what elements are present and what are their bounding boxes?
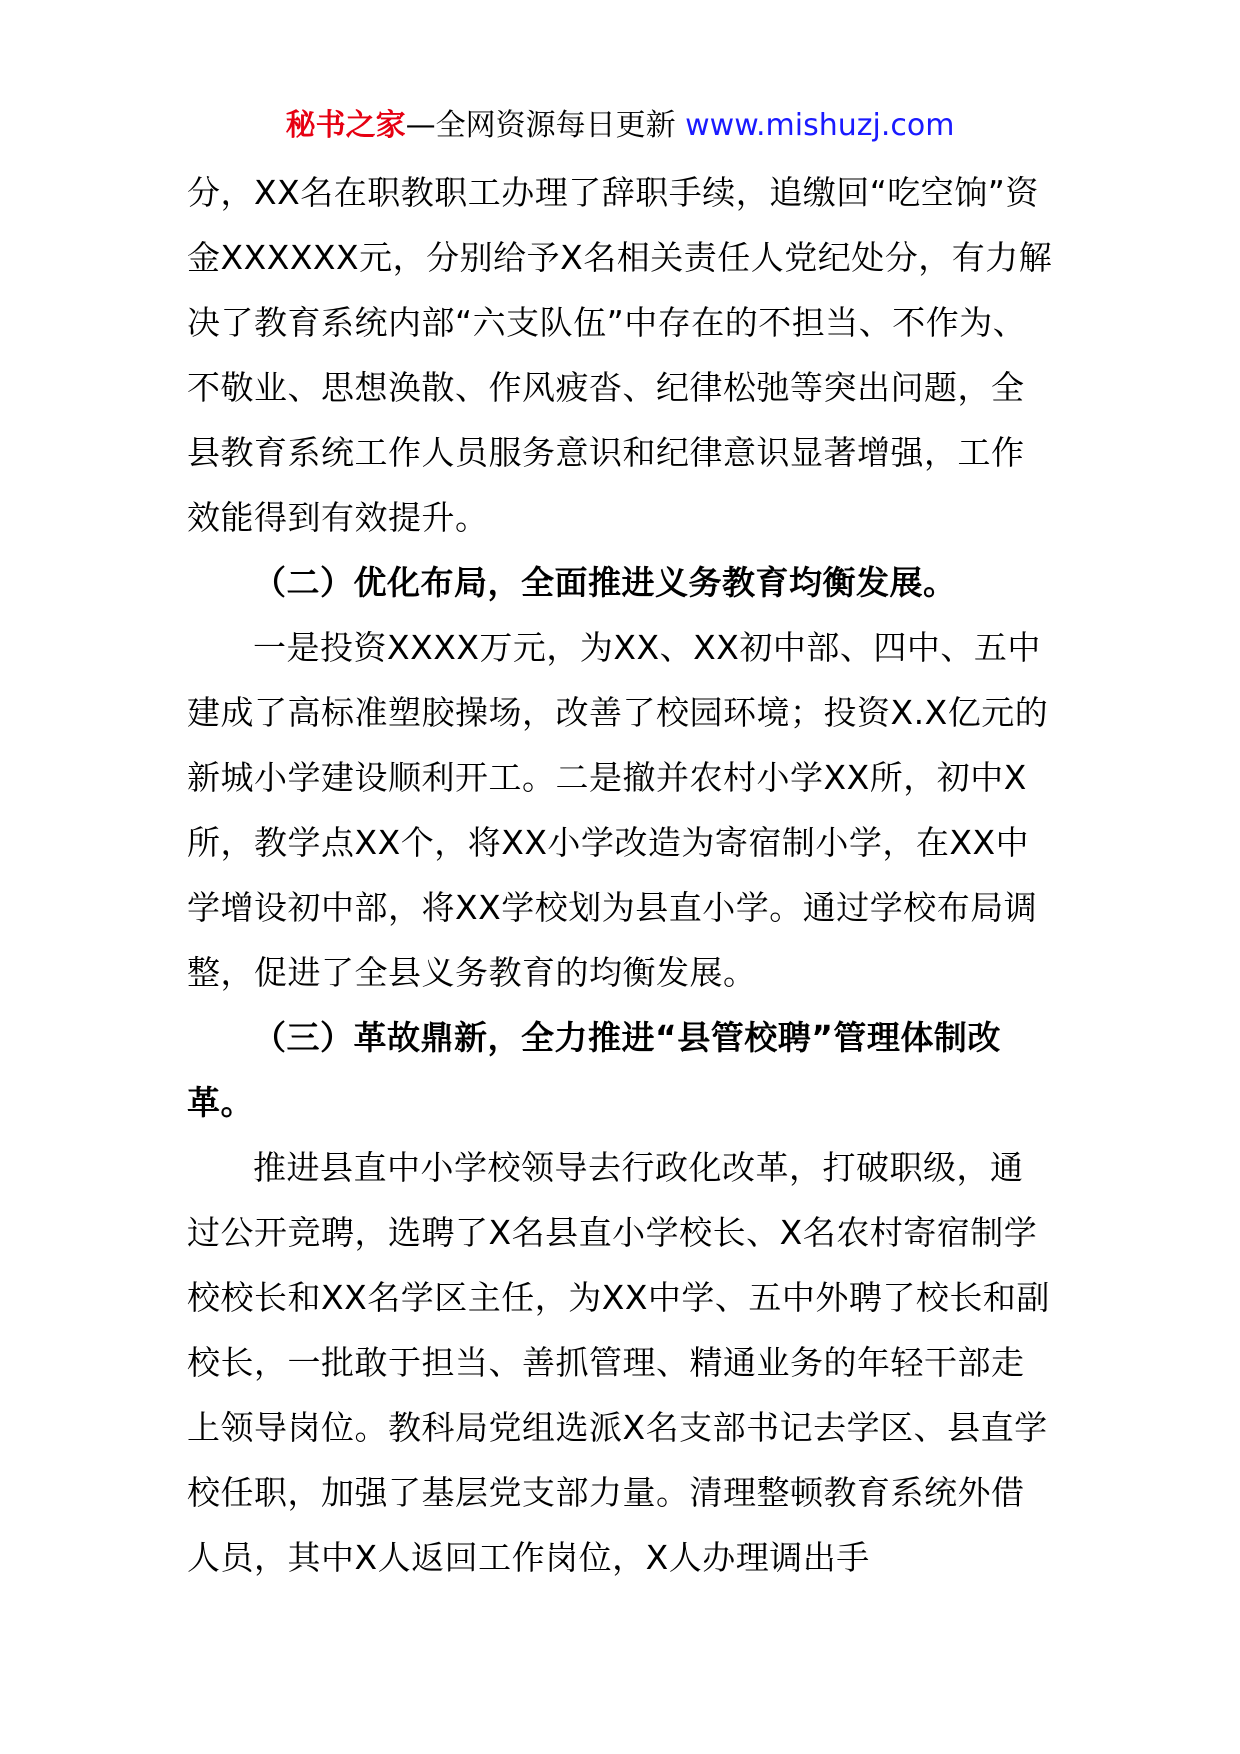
paragraph-layout: 一是投资XXXX万元，为XX、XX初中部、四中、五中建成了高标准塑胶操场，改善了校园环境；投资X.X亿元的新城小学建设顺利开工。二是撤并农村小学XX所，初中X所，教学点XX个，将XX小学改造为寄宿制小学，在XX中学增设初中部，将XX学校划为县直小学。通过学校布局调整，促进了全县义务教育的均衡发展。 [187,628,1049,992]
page-header [0,104,1240,148]
paragraph-reform: 推进县直中小学校领导去行政化改革，打破职级，通过公开竞聘，选聘了X名县直小学校长、X名农村寄宿制学校校长和XX名学区主任，为XX中学、五中外聘了校长和副校长，一批敢于担当、善抓管理、精通业务的年轻干部走上领导岗位。教科局党组选派X名支部书记去学区、县直学校任职，加强了基层党支部力量。清理整顿教育系统外借人员，其中X人返回工作岗位，X人办理调出手 [187,1148,1050,1577]
section-heading-3: （三）革故鼎新，全力推进“县管校聘”管理体制改革。 [187,1018,1001,1122]
section-heading-2: （二）优化布局，全面推进义务教育均衡发展。 [253,563,957,602]
header-slogan: —全网资源每日更新 [405,108,686,143]
header-brand: 秘书之家 [285,108,406,143]
header-url-link[interactable]: www.mishuzj.com [685,108,955,143]
paragraph-continuation: 分，XX名在职教职工办理了辞职手续，追缴回“吃空饷”资金XXXXXX元，分别给予X名相关责任人党纪处分，有力解决了教育系统内部“六支队伍”中存在的不担当、不作为、不敬业、思想涣散、作风疲沓、纪律松弛等突出问题，全县教育系统工作人员服务意识和纪律意识显著增强，工作效能得到有效提升。 [187,173,1053,537]
document-body [187,160,1053,1590]
